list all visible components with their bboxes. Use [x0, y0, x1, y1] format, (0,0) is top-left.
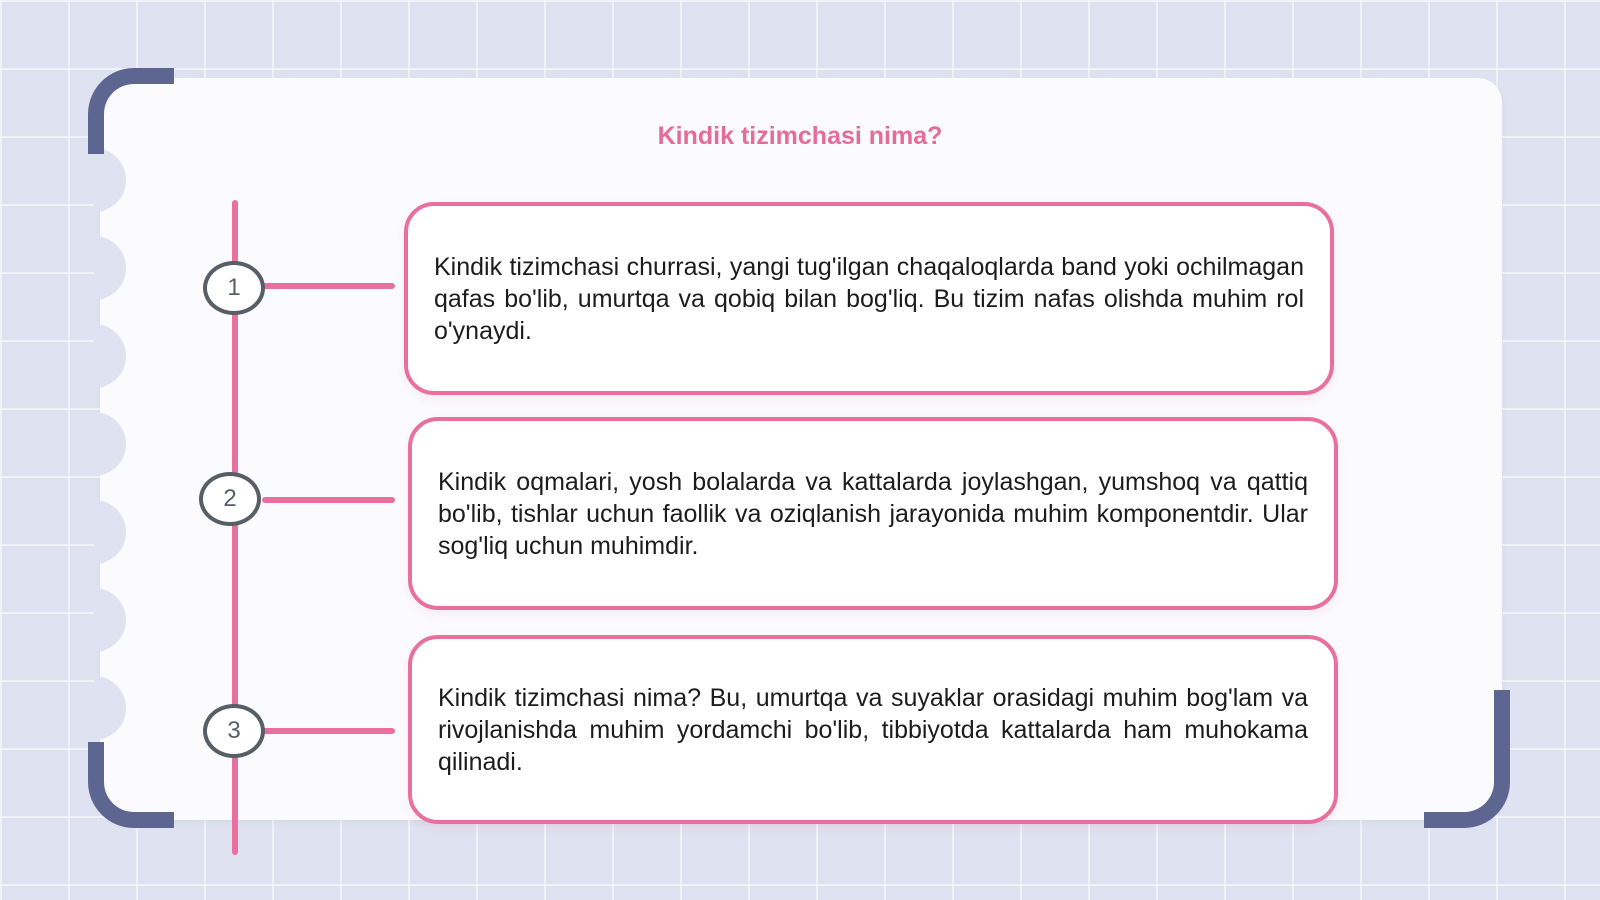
info-text-1: Kindik tizimchasi churrasi, yangi tug'ilgan chaqaloqlarda band yoki ochilmagan qafas bo'lib, umurtqa va qobiq bilan bog'liq. Bu tizim nafas olishda muhim rol o'ynaydi.	[434, 252, 1304, 345]
info-box-3	[408, 635, 1338, 824]
frame-corner-bottom-left	[88, 742, 174, 828]
timeline-connector	[262, 283, 395, 289]
step-number-2: 2	[199, 472, 261, 526]
timeline-connector	[262, 728, 395, 734]
info-box-2	[408, 417, 1338, 610]
info-box-1	[404, 202, 1334, 395]
info-text-3: Kindik tizimchasi nima? Bu, umurtqa va suyaklar orasidagi muhim bog'lam va rivojlanishda muhim yordamchi bo'lib, tibbiyotda kattalarda ham muhokama qilinadi.	[438, 683, 1308, 776]
timeline-connector	[262, 497, 395, 503]
slide-title: Kindik tizimchasi nima?	[657, 122, 943, 150]
frame-corner-bottom-right	[1424, 690, 1510, 828]
step-number-3: 3	[203, 704, 265, 758]
step-number-1: 1	[203, 261, 265, 315]
info-text-2: Kindik oqmalari, yosh bolalarda va kattalarda joylashgan, yumshoq va qattiq bo'lib, tishlar uchun faollik va oziqlanish jarayonida muhim komponentdir. Ular sog'liq uchun muhimdir.	[438, 467, 1308, 560]
